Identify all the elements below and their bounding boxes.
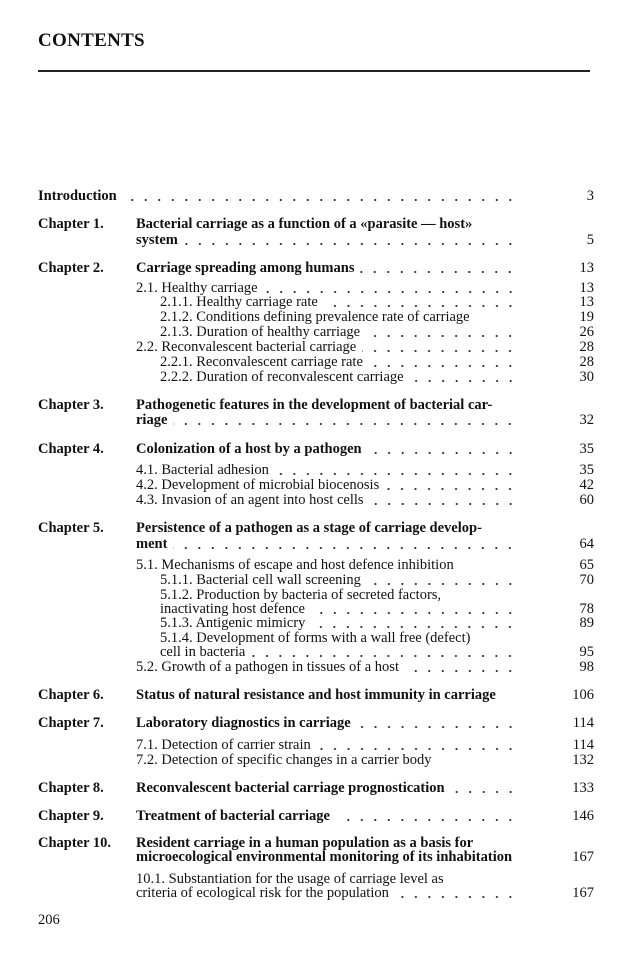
chapter-label: Chapter 9.: [38, 808, 104, 824]
toc-entry-title: 2.2.2. Duration of reconvalescent carriage: [160, 369, 404, 385]
toc-entry[interactable]: [160, 324, 517, 340]
toc-entry-title: 7.1. Detection of carrier strain: [136, 737, 311, 753]
toc-entry-title: 2.1.2. Conditions defining prevalence rate of carriage: [160, 309, 470, 325]
toc-page-number: 106: [572, 687, 594, 703]
toc-page-number: 64: [579, 536, 594, 552]
chapter-label: Chapter 5.: [38, 520, 104, 536]
dot-leader: [451, 790, 517, 794]
chapter-label: Chapter 10.: [38, 835, 112, 851]
toc-entry-title: cell in bacteria: [160, 644, 246, 660]
dot-leader: [311, 625, 517, 629]
toc-page-number: 89: [579, 615, 594, 631]
toc-entry-title: Laboratory diagnostics in carriage: [136, 715, 351, 731]
chapter-label: Chapter 1.: [38, 216, 104, 232]
toc-entry-title: Treatment of bacterial carriage: [136, 808, 330, 824]
toc-page-number: 146: [572, 808, 594, 824]
toc-entry-title: 2.1.1. Healthy carriage rate: [160, 294, 318, 310]
toc-entry-title: Resident carriage in a human population as a basis for: [136, 835, 474, 851]
toc-entry[interactable]: [136, 232, 517, 248]
toc-entry[interactable]: [136, 752, 517, 768]
toc-page-number: 133: [572, 780, 594, 796]
dot-leader: [317, 747, 517, 751]
toc-entry-title: Persistence of a pathogen as a stage of carriage develop-: [136, 520, 482, 536]
toc-page-number: 114: [572, 715, 594, 731]
toc-entry-title: 2.2.1. Reconvalescent carriage rate: [160, 354, 363, 370]
page-title: CONTENTS: [38, 30, 145, 51]
toc-entry-title: 5.1.1. Bacterial cell wall screening: [160, 572, 361, 588]
toc-page-number: 167: [572, 849, 594, 865]
toc-entry[interactable]: [136, 687, 517, 703]
toc-entry-title: Status of natural resistance and host immunity in carriage: [136, 687, 496, 703]
dot-leader: [385, 487, 517, 491]
dot-leader: [324, 304, 517, 308]
dot-leader: [173, 546, 517, 550]
toc-page-number: 98: [579, 659, 594, 675]
toc-entry[interactable]: [136, 462, 517, 478]
dot-leader: [184, 242, 517, 246]
toc-page-number: 19: [579, 309, 594, 325]
chapter-label: Chapter 8.: [38, 780, 104, 796]
toc-entry[interactable]: [136, 412, 517, 428]
dot-leader: [360, 270, 517, 274]
toc-entry-title: 2.1.3. Duration of healthy carriage: [160, 324, 361, 340]
toc-page-number: 13: [579, 280, 594, 296]
toc-entry-title: 5.1.2. Production by bacteria of secreted factors,: [160, 587, 442, 603]
toc-entry[interactable]: [136, 492, 517, 508]
toc-entry[interactable]: [160, 354, 517, 370]
dot-leader: [336, 818, 517, 822]
toc-entry-title: Pathogenetic features in the development of bacterial car-: [136, 397, 493, 413]
toc-entry[interactable]: [136, 216, 517, 232]
toc-entry[interactable]: [136, 520, 517, 536]
toc-page-number: 13: [579, 260, 594, 276]
dot-leader: [366, 334, 517, 338]
chapter-label: Chapter 7.: [38, 715, 104, 731]
toc-entry-title: microecological environmental monitoring of its inhabitation: [136, 849, 513, 865]
toc-entry-title: criteria of ecological risk for the population: [136, 885, 389, 901]
toc-page-number: 13: [579, 294, 594, 310]
toc-page-number: 70: [579, 572, 594, 588]
toc-page-number: 114: [572, 737, 594, 753]
dot-leader: [275, 472, 517, 476]
toc-page-number: 167: [572, 885, 594, 901]
toc-page-number: 65: [579, 557, 594, 573]
toc-entry[interactable]: [160, 615, 517, 631]
dot-leader: [173, 422, 517, 426]
toc-entry-title: 5.1.4. Development of forms with a wall free (defect): [160, 630, 471, 646]
toc-entry-title: 4.1. Bacterial adhesion: [136, 462, 269, 478]
toc-entry-title: 2.1. Healthy carriage: [136, 280, 258, 296]
page-number: 206: [38, 912, 60, 928]
toc-entry[interactable]: [120, 188, 517, 204]
toc-entry-title: 2.2. Reconvalescent bacterial carriage: [136, 339, 357, 355]
toc-entry[interactable]: [160, 294, 517, 310]
dot-leader: [251, 654, 517, 658]
dot-leader: [369, 364, 517, 368]
toc-page-number: 95: [579, 644, 594, 660]
dot-leader: [126, 198, 517, 202]
toc-entry[interactable]: [136, 808, 517, 824]
toc-page-number: 28: [579, 339, 594, 355]
chapter-label: Chapter 4.: [38, 441, 104, 457]
toc-entry-title: 7.2. Detection of specific changes in a carrier body: [136, 752, 432, 768]
toc-entry[interactable]: [136, 397, 517, 413]
toc-entry-title: 10.1. Substantiation for the usage of carriage level as: [136, 871, 444, 887]
toc-entry[interactable]: [136, 849, 517, 865]
toc-entry[interactable]: [136, 260, 517, 276]
dot-leader: [370, 502, 517, 506]
dot-leader: [367, 582, 517, 586]
toc-page-number: 32: [579, 412, 594, 428]
dot-leader: [405, 669, 517, 673]
toc-entry[interactable]: [136, 659, 517, 675]
dot-leader: [368, 451, 517, 455]
toc-entry-title: system: [136, 232, 178, 248]
chapter-label: Chapter 2.: [38, 260, 104, 276]
dot-leader: [357, 725, 517, 729]
toc-page-number: 60: [579, 492, 594, 508]
toc-entry[interactable]: [136, 737, 517, 753]
toc-entry[interactable]: [136, 780, 517, 796]
toc-entry-title: 4.3. Invasion of an agent into host cells: [136, 492, 364, 508]
toc-page-number: 35: [579, 462, 594, 478]
title-rule: [38, 70, 590, 72]
toc-page-number: 5: [586, 232, 594, 248]
toc-entry[interactable]: [160, 369, 517, 385]
toc-page-number: 3: [586, 188, 594, 204]
toc-entry-title: inactivating host defence: [160, 601, 305, 617]
toc-entry[interactable]: [136, 557, 517, 573]
toc-entry[interactable]: [136, 477, 517, 493]
toc-page-number: 28: [579, 354, 594, 370]
toc-page-number: 132: [572, 752, 594, 768]
toc-entry-title: ment: [136, 536, 168, 552]
toc-entry[interactable]: [136, 339, 517, 355]
toc-entry[interactable]: [136, 885, 517, 901]
chapter-label: Introduction: [38, 188, 117, 204]
dot-leader: [362, 349, 517, 353]
toc-entry-title: Bacterial carriage as a function of a «parasite — host»: [136, 216, 473, 232]
toc-page-number: 42: [579, 477, 594, 493]
dot-leader: [410, 379, 517, 383]
toc-entry-title: Colonization of a host by a pathogen: [136, 441, 362, 457]
dot-leader: [395, 895, 517, 899]
toc-page-number: 35: [579, 441, 594, 457]
toc-entry[interactable]: [160, 572, 517, 588]
toc-entry-title: 4.2. Development of microbial biocenosis: [136, 477, 380, 493]
toc-entry-title: Carriage spreading among humans: [136, 260, 355, 276]
toc-entry-title: riage: [136, 412, 168, 428]
toc-page-number: 26: [579, 324, 594, 340]
toc-page-number: 78: [579, 601, 594, 617]
toc-entry[interactable]: [136, 536, 517, 552]
chapter-label: Chapter 3.: [38, 397, 104, 413]
toc-entry[interactable]: [160, 309, 517, 325]
toc-entry[interactable]: [136, 441, 517, 457]
toc-page-number: 30: [579, 369, 594, 385]
toc-entry-title: Reconvalescent bacterial carriage prognostication: [136, 780, 445, 796]
toc-entry-title: 5.1.3. Antigenic mimicry: [160, 615, 306, 631]
toc-entry-title: 5.1. Mechanisms of escape and host defence inhibition: [136, 557, 454, 573]
toc-entry[interactable]: [136, 715, 517, 731]
toc-entry[interactable]: [160, 644, 517, 660]
chapter-label: Chapter 6.: [38, 687, 104, 703]
toc-entry-title: 5.2. Growth of a pathogen in tissues of a host: [136, 659, 399, 675]
